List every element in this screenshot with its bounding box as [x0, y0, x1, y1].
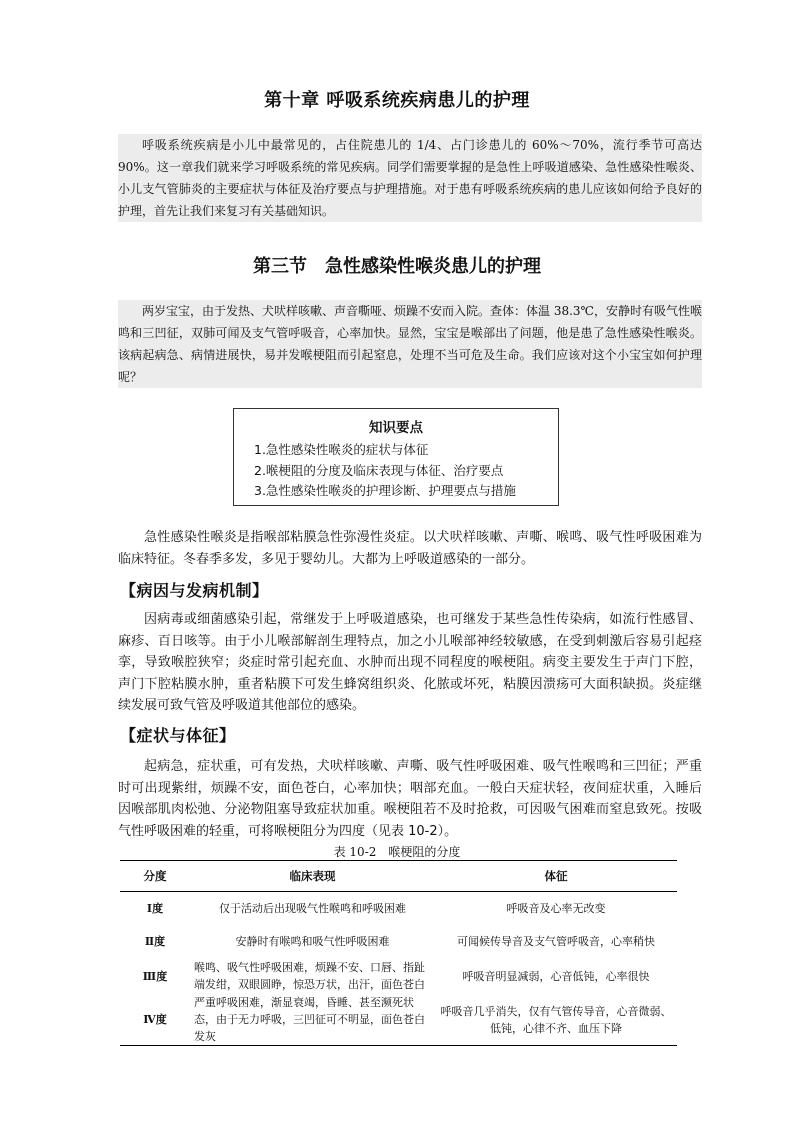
key-point-item: 2.喉梗阻的分度及临床表现与体征、治疗要点: [254, 462, 504, 478]
table-cell: 呼吸音及心率无改变: [506, 902, 606, 915]
case-intro-paragraph: 两岁宝宝，由于发热、犬吠样咳嗽、声音嘶哑、烦躁不安而入院。查体：体温 38.3℃，安静时有吸气性喉鸣和三凹征，双肺可闻及支气管呼吸音，心率加快。显然，宝宝是喉部出了问题，他是患了急性感染性喉炎。该病起病急、病情进展快，易并发喉梗阻而引起窒息，处理不当可危及生命。我们应该对这个小宝宝如何护理呢？: [118, 300, 702, 388]
key-points-box: [233, 408, 559, 506]
table-cell: 仅于活动后出现吸气性喉鸣和呼吸困难: [219, 902, 406, 915]
table-row: [120, 925, 677, 958]
key-point-item: 1.急性感染性喉炎的症状与体征: [254, 442, 429, 457]
table-cell-grade: Ⅲ度: [142, 969, 168, 983]
laryngeal-obstruction-table: [120, 860, 677, 1046]
table-cell: 喉鸣、吸气性呼吸困难，烦躁不安、口唇、指趾端发绀，双眼圆睁，惊恐万状，出汗，面色苍白: [194, 961, 425, 991]
heading-symptoms: 【症状与体征】: [120, 726, 236, 745]
table-cell: 呼吸音明显减弱，心音低钝，心率很快: [462, 969, 650, 983]
key-points-title: 知识要点: [369, 420, 423, 436]
key-point-item: 3.急性感染性喉炎的护理诊断、护理要点与措施: [254, 483, 516, 498]
table-header-cell: 临床表现: [190, 861, 435, 892]
definition-paragraph: 急性感染性喉炎是指喉部粘膜急性弥漫性炎症。以犬吠样咳嗽、声嘶、喉鸣、吸气性呼吸困难为临床特征。冬春季多发，多见于婴幼儿。大都为上呼吸道感染的一部分。: [118, 530, 702, 567]
table-cell: 安静时有喉鸣和吸气性呼吸困难: [235, 935, 390, 948]
table-cell-grade: Ⅱ度: [144, 935, 166, 948]
section-title: 第三节 急性感染性喉炎患儿的护理: [253, 256, 541, 277]
symptoms-paragraph: 起病急，症状重，可有发热，犬吠样咳嗽、声嘶、吸气性呼吸困难、吸气性喉鸣和三凹征；严重时可出现紫绀，烦躁不安，面色苍白，心率加快；咽部充血。一般白天症状轻，夜间症状重，入睡后因喉部肌肉松弛、分泌物阻塞导致症状加重。喉梗阻若不及时抢救，可因吸气困难而窒息致死。按吸气性呼吸困难的轻重，可将喉梗阻分为四度（见表 10-2）。: [118, 759, 702, 839]
table-row: [120, 892, 677, 926]
chapter-title: 第十章 呼吸系统疾病患儿的护理: [264, 90, 530, 111]
table-header-row: [120, 861, 677, 892]
table-caption: 表 10-2 喉梗阻的分度: [333, 845, 461, 859]
table-row: [120, 958, 677, 994]
table-cell-grade: Ⅳ度: [120, 994, 190, 1046]
table-cell: 可闻候传导音及支气管呼吸音，心率稍快: [457, 935, 655, 948]
table-cell-grade: Ⅰ度: [146, 902, 164, 915]
chapter-intro-paragraph: 呼吸系统疾病是小儿中最常见的，占住院患儿的 1/4、占门诊患儿的 60%～70%，流行季节可高达 90%。这一章我们就来学习呼吸系统的常见疾病。同学们需要掌握的是急性上呼吸道感染、急性感染性喉炎、小儿支气管肺炎的主要症状与体征及治疗要点与护理措施。对于患有呼吸系统疾病的患儿应该如何给予良好的护理，首先让我们来复习有关基础知识。: [118, 134, 702, 222]
heading-etiology: 【病因与发病机制】: [120, 581, 269, 600]
table-cell: 严重呼吸困难，渐显衰竭，昏睡、甚至濒死状态，由于无力呼吸，三凹征可不明显，面色苍白发灰: [190, 994, 435, 1046]
key-points-list: [254, 440, 558, 502]
table-row: [120, 994, 677, 1046]
table-header-cell: 体征: [435, 861, 677, 892]
table-cell: 呼吸音几乎消失，仅有气管传导音，心音微弱、低钝，心律不齐、血压下降: [435, 994, 677, 1046]
etiology-paragraph: 因病毒或细菌感染引起，常继发于上呼吸道感染，也可继发于某些急性传染病，如流行性感冒、麻疹、百日咳等。由于小儿喉部解剖生理特点，加之小儿喉部神经较敏感，在受到刺激后容易引起痉挛，导致喉腔狭窄；炎症时常引起充血、水肿而出现不同程度的喉梗阻。病变主要发生于声门下腔，声门下腔粘膜水肿，重者粘膜下可发生蜂窝组织炎、化脓或坏死，粘膜因溃疡可大面积缺损。炎症继续发展可致气管及呼吸道其他部位的感染。: [118, 612, 702, 713]
table-header-cell: 分度: [120, 861, 190, 892]
